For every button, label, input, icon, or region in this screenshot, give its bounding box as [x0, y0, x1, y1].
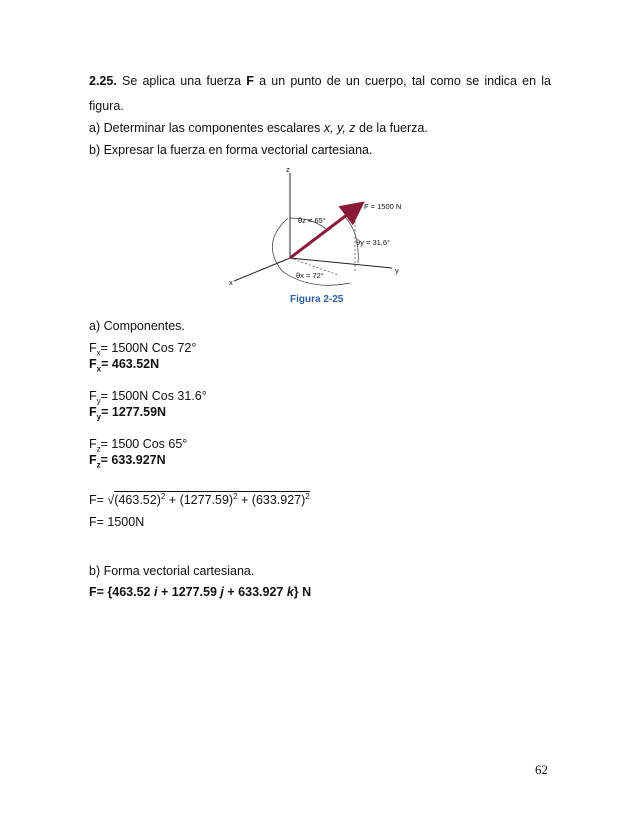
fy-equation: $F_y= 1500N$ Cos 31.6° — [89, 389, 207, 406]
figure-caption: Figura 2-25 — [290, 294, 344, 305]
problem-part-a: a) Determinar las componentes escalares x, y, z de la fuerza. — [89, 121, 428, 135]
page-number: 62 — [535, 762, 548, 777]
fx-equation: $F_x= 1500N$ Cos 72° — [89, 341, 197, 358]
solution-a-heading: a) Componentes. — [89, 319, 185, 333]
y-axis — [290, 258, 392, 268]
solution-b-heading: b) Forma vectorial cartesiana. — [89, 564, 255, 578]
z-axis-label: z — [286, 165, 290, 174]
vector-form: F= {463.52 i + 1277.59 j + 633.927 k} N — [89, 585, 312, 599]
square-root: $√(463.52)^2 + (1277.59)^2 + (633.927)^2$ — [107, 491, 310, 507]
problem-statement-line2: figura. — [89, 99, 124, 113]
fz-equation: $F_z= 1500$ Cos 65° — [89, 437, 188, 454]
magnitude-equation: $F= √(463.52)^2 + (1277.59)^2 + (633.927)^2$ — [89, 491, 310, 507]
fx-result: $F_x= 463.52N$ — [89, 357, 160, 374]
theta-x-label: θx = 72° — [296, 271, 324, 280]
fz-result: $F_z= 633.927N$ — [89, 453, 166, 470]
y-axis-label: y — [395, 266, 399, 275]
force-label: F = 1500 N — [364, 202, 402, 211]
problem-number: 2.25. — [89, 74, 117, 88]
problem-statement-line1: 2.25. Se aplica una fuerza F a un punto de un cuerpo, tal como se indica en la — [89, 74, 551, 88]
x-axis-label: x — [229, 278, 233, 287]
magnitude-result: F= 1500N — [89, 515, 145, 529]
force-arrow — [290, 205, 360, 258]
problem-part-b: b) Expresar la fuerza en forma vectorial cartesiana. — [89, 143, 373, 157]
fy-result: $F_y= 1277.59N$ — [89, 405, 167, 422]
theta-y-label: θy = 31,6° — [356, 238, 391, 247]
theta-z-label: θz = 65° — [298, 216, 326, 225]
x-axis — [234, 258, 290, 281]
force-vector-figure — [220, 163, 420, 303]
